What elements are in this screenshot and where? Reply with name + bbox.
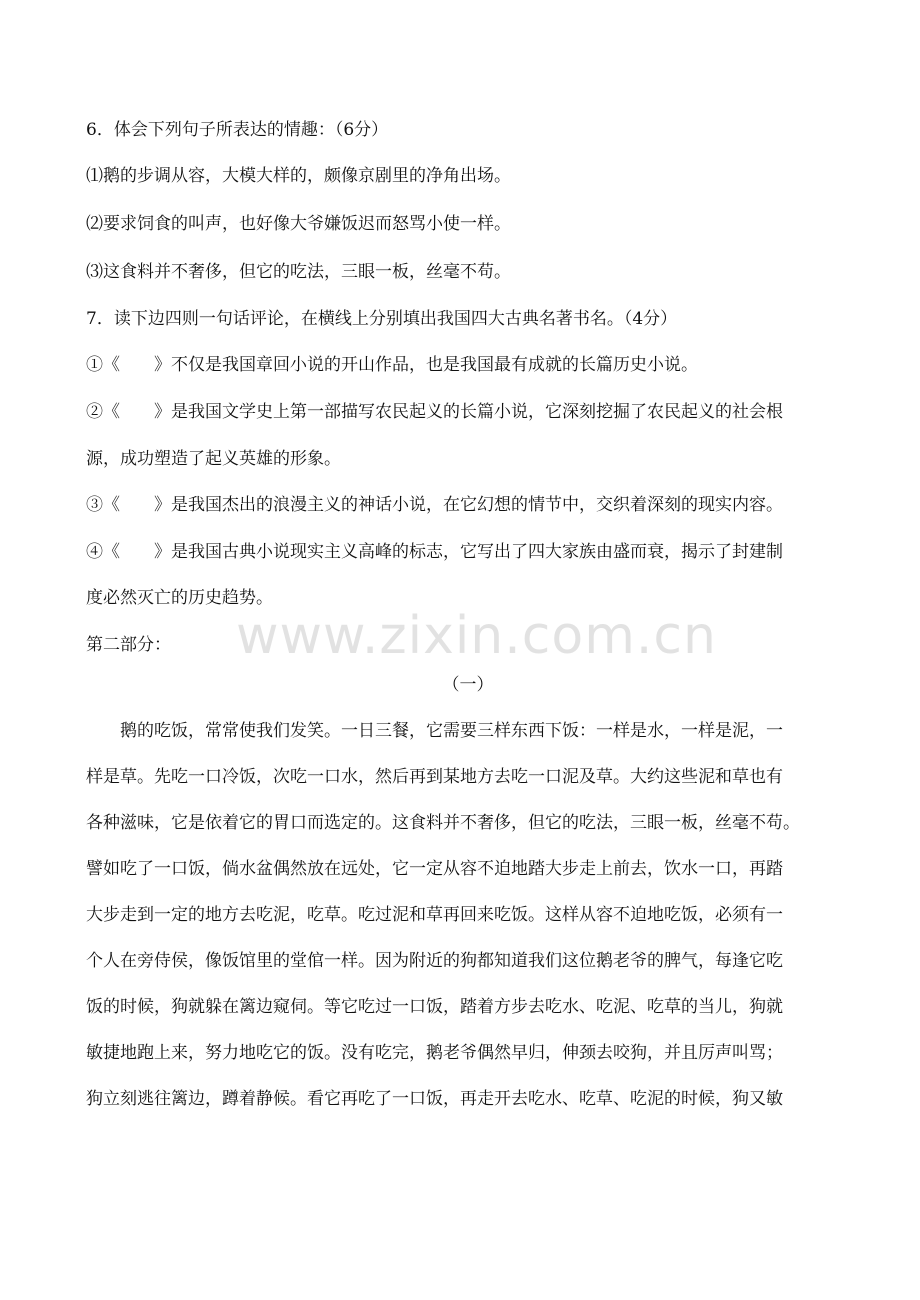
- passage-line: 敏捷地跑上来，努力地吃它的饭。没有吃完，鹅老爷偶然早归，伸颈去咬狗，并且厉声叫骂；: [86, 1043, 783, 1063]
- watermark: www.zixin.com.cn: [236, 606, 717, 666]
- passage-line: 各种滋味，它是依着它的胃口而选定的。这食料并不奢侈，但它的吃法，三眼一板，丝毫不苟。: [86, 813, 800, 833]
- passage-line: 样是草。先吃一口冷饭，次吃一口水，然后再到某地方去吃一口泥及草。大约这些泥和草也有: [86, 767, 783, 787]
- question-6-title: 6．体会下列句子所表达的情趣：（6分）: [86, 120, 389, 140]
- part-two-heading: 第二部分：: [86, 635, 171, 655]
- passage-line: 饭的时候，狗就躲在篱边窥伺。等它吃过一口饭，踏着方步去吃水、吃泥、吃草的当儿，狗就: [86, 997, 783, 1017]
- passage-line: 鹅的吃饭，常常使我们发笑。一日三餐，它需要三样东西下饭：一样是水，一样是泥，一: [120, 721, 783, 741]
- question-6-item-3: ⑶这食料并不奢侈，但它的吃法，三眼一板，丝毫不苟。: [86, 262, 511, 282]
- question-7-title: 7．读下边四则一句话评论，在横线上分别填出我国四大古典名著书名。（4分）: [86, 309, 678, 329]
- document-page: [86, 118, 850, 1133]
- question-7-item-2-continued: 源，成功塑造了起义英雄的形象。: [86, 449, 341, 469]
- passage-line: 个人在旁侍侯，像饭馆里的堂倌一样。因为附近的狗都知道我们这位鹅老爷的脾气，每逢它吃: [86, 951, 783, 971]
- passage: [86, 719, 850, 1111]
- passage-line: 譬如吃了一口饭，倘水盆偶然放在远处，它一定从容不迫地踏大步走上前去，饮水一口，再踏: [86, 859, 783, 879]
- question-6-item-2: ⑵要求饲食的叫声，也好像大爷嫌饭迟而怒骂小使一样。: [86, 214, 511, 234]
- passage-line: 大步走到一定的地方去吃泥，吃草。吃过泥和草再回来吃饭。这样从容不迫地吃饭，必须有一: [86, 905, 783, 925]
- question-7-item-3: ③《 》是我国杰出的浪漫主义的神话小说，在它幻想的情节中，交织着深刻的现实内容。: [86, 495, 783, 515]
- question-7-item-1: ①《 》不仅是我国章回小说的开山作品，也是我国最有成就的长篇历史小说。: [86, 355, 698, 375]
- passage-line: 狗立刻逃往篱边，蹲着静候。看它再吃了一口饭，再走开去吃水、吃草、吃泥的时候，狗又敏: [86, 1089, 783, 1109]
- section-number: （一）: [442, 675, 494, 695]
- question-7-item-2: ②《 》是我国文学史上第一部描写农民起义的长篇小说，它深刻挖掘了农民起义的社会根: [86, 402, 783, 422]
- question-7-item-4-continued: 度必然灭亡的历史趋势。: [86, 588, 273, 608]
- question-7-item-4: ④《 》是我国古典小说现实主义高峰的标志，它写出了四大家族由盛而衰，揭示了封建制: [86, 542, 783, 562]
- question-6-item-1: ⑴鹅的步调从容，大模大样的，颇像京剧里的净角出场。: [86, 166, 511, 186]
